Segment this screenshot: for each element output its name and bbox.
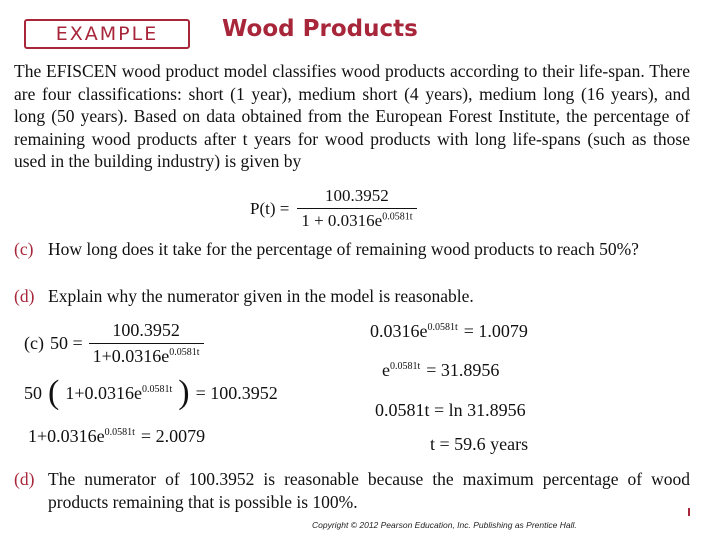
question-c: (c) How long does it take for the percentage of remaining wood products to reach 50%?	[14, 239, 639, 259]
solution-step-1: (c) 50 = $\frac{100.3952}{1+0.0316e^{0.0581t}}$	[24, 320, 204, 367]
solution-step-7: t = 59.6 years	[430, 434, 529, 454]
intro-paragraph: The EFISCEN wood product model classifies wood products according to their life-span. There are four classifications: short (1 year), medium short (4 years), medium long (16 years), and long (50 years). Based on data obtained from the European Forest Institute, the percentage of remaining wood products after t years for wood products with long life-spans (such as those used in the building industry) is given by	[14, 61, 690, 171]
answer-d: (d) The numerator of 100.3952 is reasonable because the maximum percentage of wood products remaining that is possible is 100%.	[14, 469, 690, 512]
formula-numerator: 100.3952	[325, 186, 389, 205]
example-badge: EXAMPLE	[24, 19, 190, 49]
model-formula	[250, 186, 417, 231]
solution-label: (c)	[24, 333, 44, 353]
solution-step-5: $e^{0.0581t}$ = 31.8956	[382, 360, 500, 380]
page-title: Wood Products	[222, 16, 418, 42]
formula-lhs: P(t) =	[250, 198, 290, 218]
solution-step-3: $1+0.0316e^{0.0581t}$ = 2.0079	[28, 426, 206, 446]
solution-step-2: 50 ( $1+0.0316e^{0.0581t}$ ) = 100.3952	[24, 374, 278, 411]
slide-mark	[688, 508, 690, 516]
solution-step-4: $0.0316e^{0.0581t}$ = 1.0079	[370, 321, 528, 341]
formula-denominator: $1 + 0.0316e^{0.0581t}$	[297, 208, 416, 231]
question-d: (d) Explain why the numerator given in the model is reasonable.	[14, 286, 474, 306]
solution-step-6: 0.0581t = ln 31.8956	[375, 400, 526, 420]
copyright-footer: Copyright © 2012 Pearson Education, Inc. Publishing as Prentice Hall.	[312, 520, 577, 530]
formula-fraction	[297, 186, 416, 231]
